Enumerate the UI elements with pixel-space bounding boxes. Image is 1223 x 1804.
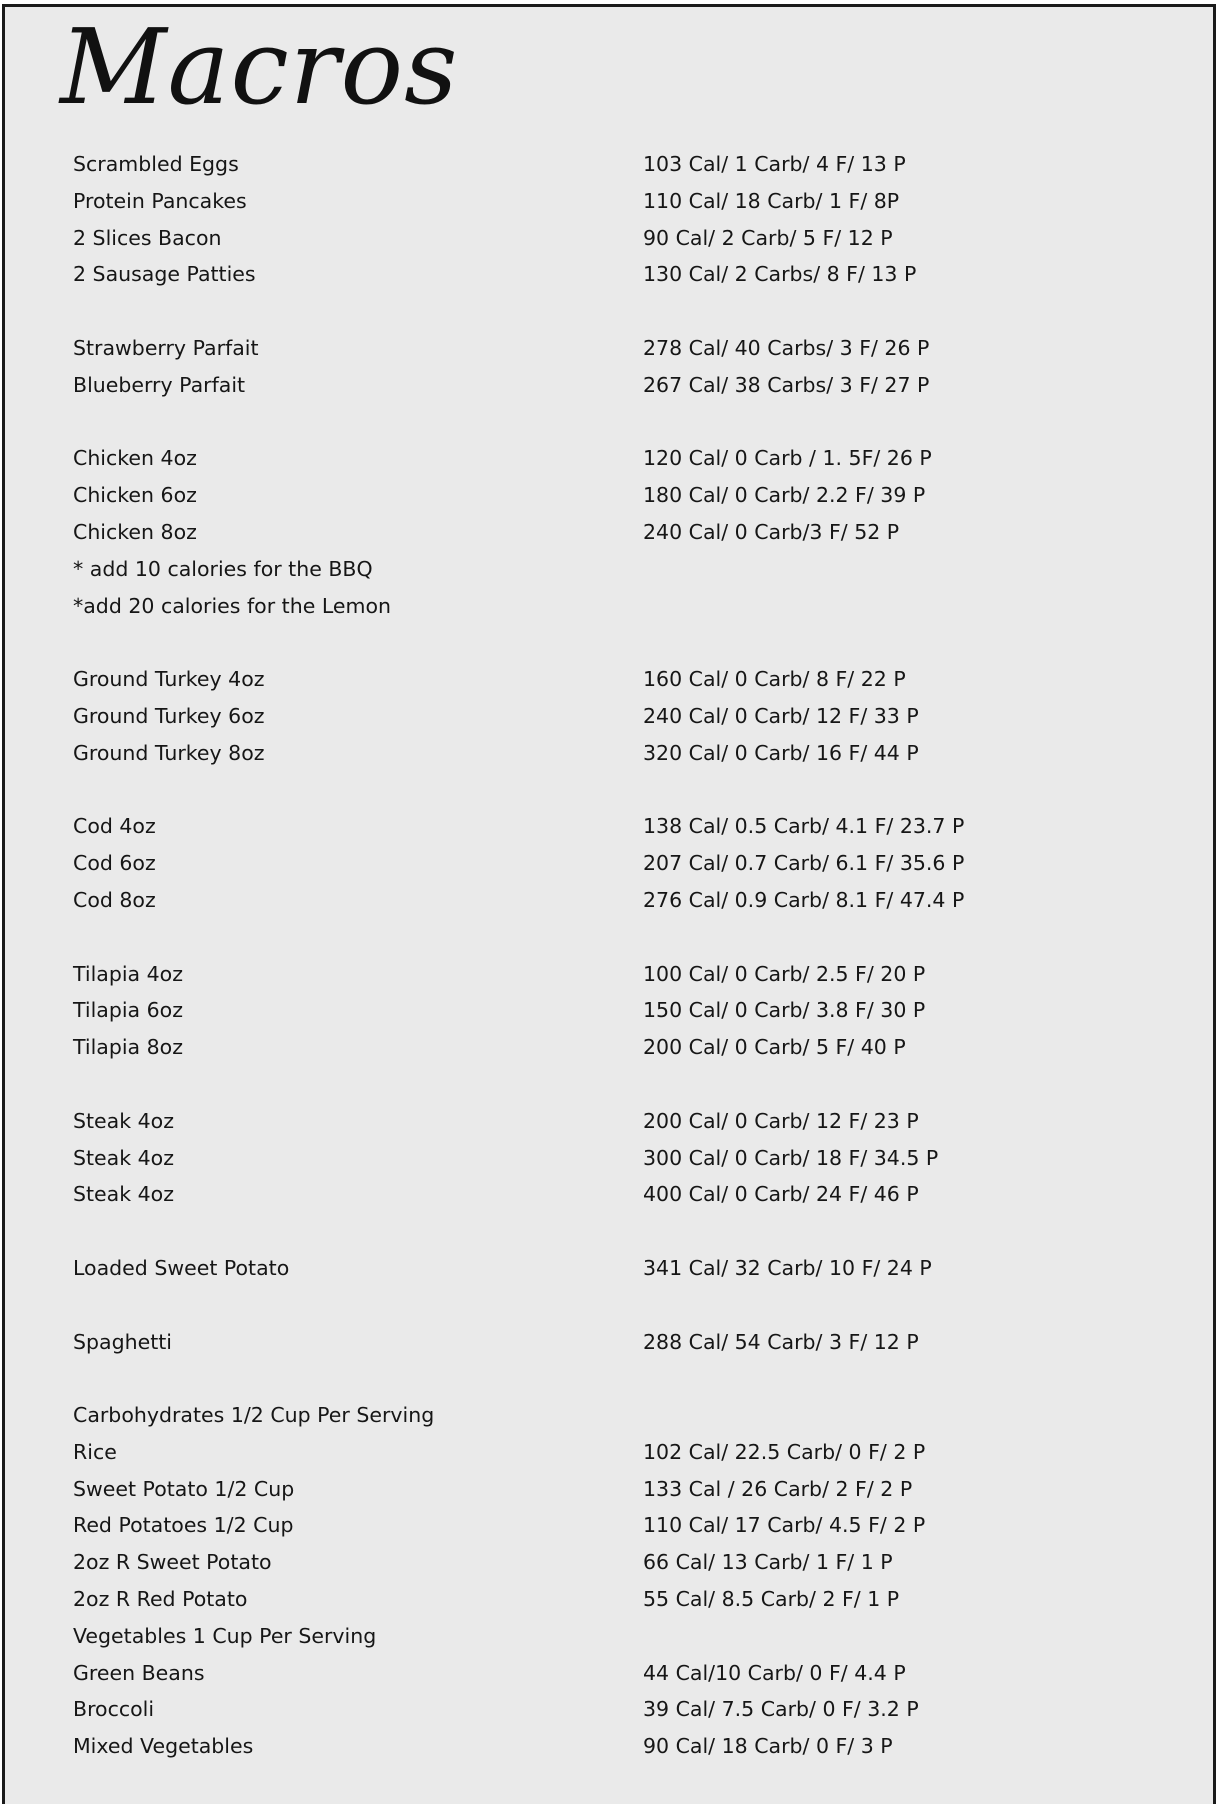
item-macros: 90 Cal/ 2 Carb/ 5 F/ 12 P — [643, 225, 893, 250]
item-macros: 240 Cal/ 0 Carb/ 12 F/ 33 P — [643, 703, 919, 728]
item-name: Sweet Potato 1/2 Cup — [73, 1476, 295, 1501]
item-name: 2oz R Red Potato — [73, 1587, 248, 1612]
list-item — [73, 851, 1173, 888]
list-item — [73, 1182, 1173, 1219]
list-item — [73, 1146, 1173, 1183]
list-item — [73, 1587, 1173, 1624]
list-item — [73, 1256, 1173, 1293]
item-name: Ground Turkey 6oz — [73, 703, 265, 728]
list-item — [73, 1550, 1173, 1587]
item-macros: 44 Cal/10 Carb/ 0 F/ 4.4 P — [643, 1660, 906, 1685]
spacer-row — [73, 630, 1173, 667]
list-item — [73, 1624, 1173, 1661]
item-macros: 207 Cal/ 0.7 Carb/ 6.1 F/ 35.6 P — [643, 851, 965, 876]
list-item — [73, 1661, 1173, 1698]
list-item — [73, 1477, 1173, 1514]
item-macros: 160 Cal/ 0 Carb/ 8 F/ 22 P — [643, 667, 906, 692]
list-item — [73, 1734, 1173, 1771]
item-macros: 39 Cal/ 7.5 Carb/ 0 F/ 3.2 P — [643, 1697, 919, 1722]
item-macros: 278 Cal/ 40 Carbs/ 3 F/ 26 P — [643, 335, 930, 360]
item-name: Cod 8oz — [73, 887, 156, 912]
list-item — [73, 557, 1173, 594]
item-name: Mixed Vegetables — [73, 1734, 254, 1759]
spacer-row — [73, 1293, 1173, 1330]
item-name: Tilapia 6oz — [73, 998, 183, 1023]
macros-list — [73, 152, 1173, 1771]
spacer-row — [73, 778, 1173, 815]
list-item — [73, 1697, 1173, 1734]
item-name: 2oz R Sweet Potato — [73, 1550, 272, 1575]
item-macros: 180 Cal/ 0 Carb/ 2.2 F/ 39 P — [643, 483, 926, 508]
item-name: Spaghetti — [73, 1329, 172, 1354]
item-name: Vegetables 1 Cup Per Serving — [73, 1623, 377, 1648]
item-macros: 55 Cal/ 8.5 Carb/ 2 F/ 1 P — [643, 1587, 900, 1612]
item-macros: 300 Cal/ 0 Carb/ 18 F/ 34.5 P — [643, 1145, 939, 1170]
item-name: Steak 4oz — [73, 1108, 174, 1133]
item-name: Ground Turkey 4oz — [73, 667, 265, 692]
item-name: Protein Pancakes — [73, 188, 247, 213]
menu-page — [2, 4, 1216, 1804]
item-macros: 150 Cal/ 0 Carb/ 3.8 F/ 30 P — [643, 998, 926, 1023]
item-macros: 120 Cal/ 0 Carb / 1. 5F/ 26 P — [643, 446, 932, 471]
item-macros: 66 Cal/ 13 Carb/ 1 F/ 1 P — [643, 1550, 893, 1575]
spacer-row — [73, 299, 1173, 336]
list-item — [73, 704, 1173, 741]
list-item — [73, 1403, 1173, 1440]
item-name: Cod 4oz — [73, 814, 156, 839]
list-item — [73, 1513, 1173, 1550]
list-item — [73, 1440, 1173, 1477]
list-item — [73, 336, 1173, 373]
list-item — [73, 1035, 1173, 1072]
list-item — [73, 888, 1173, 925]
list-item — [73, 1109, 1173, 1146]
item-name: Strawberry Parfait — [73, 335, 259, 360]
list-item — [73, 520, 1173, 557]
spacer-row — [73, 1072, 1173, 1109]
item-name: Rice — [73, 1439, 117, 1464]
item-name: Steak 4oz — [73, 1182, 174, 1207]
item-macros: 288 Cal/ 54 Carb/ 3 F/ 12 P — [643, 1329, 919, 1354]
list-item — [73, 189, 1173, 226]
item-macros: 200 Cal/ 0 Carb/ 12 F/ 23 P — [643, 1108, 919, 1133]
item-name: Tilapia 4oz — [73, 961, 183, 986]
spacer-row — [73, 1219, 1173, 1256]
item-name: Tilapia 8oz — [73, 1035, 183, 1060]
item-macros: 341 Cal/ 32 Carb/ 10 F/ 24 P — [643, 1255, 932, 1280]
item-name: Carbohydrates 1/2 Cup Per Serving — [73, 1403, 435, 1428]
item-macros: 102 Cal/ 22.5 Carb/ 0 F/ 2 P — [643, 1439, 926, 1464]
list-item — [73, 226, 1173, 263]
item-macros: 100 Cal/ 0 Carb/ 2.5 F/ 20 P — [643, 961, 926, 986]
item-name: Chicken 8oz — [73, 519, 197, 544]
item-macros: 240 Cal/ 0 Carb/3 F/ 52 P — [643, 519, 900, 544]
list-item — [73, 962, 1173, 999]
item-name: Broccoli — [73, 1697, 155, 1722]
item-macros: 110 Cal/ 17 Carb/ 4.5 F/ 2 P — [643, 1513, 926, 1538]
item-macros: 138 Cal/ 0.5 Carb/ 4.1 F/ 23.7 P — [643, 814, 965, 839]
item-name: Ground Turkey 8oz — [73, 740, 265, 765]
item-macros: 200 Cal/ 0 Carb/ 5 F/ 40 P — [643, 1035, 906, 1060]
item-macros: 90 Cal/ 18 Carb/ 0 F/ 3 P — [643, 1734, 893, 1759]
item-name: Cod 6oz — [73, 851, 156, 876]
spacer-row — [73, 1366, 1173, 1403]
item-name: 2 Sausage Patties — [73, 262, 256, 287]
item-name: 2 Slices Bacon — [73, 225, 222, 250]
list-item — [73, 741, 1173, 778]
item-name: Steak 4oz — [73, 1145, 174, 1170]
list-item — [73, 262, 1173, 299]
item-name: Chicken 6oz — [73, 483, 197, 508]
list-item — [73, 1330, 1173, 1367]
list-item — [73, 373, 1173, 410]
item-macros: 276 Cal/ 0.9 Carb/ 8.1 F/ 47.4 P — [643, 887, 965, 912]
page-title: Macros — [60, 6, 459, 128]
item-macros: 130 Cal/ 2 Carbs/ 8 F/ 13 P — [643, 262, 917, 287]
list-item — [73, 152, 1173, 189]
item-macros: 133 Cal / 26 Carb/ 2 F/ 2 P — [643, 1476, 913, 1501]
item-macros: 400 Cal/ 0 Carb/ 24 F/ 46 P — [643, 1182, 919, 1207]
list-item — [73, 998, 1173, 1035]
item-name: Blueberry Parfait — [73, 372, 246, 397]
list-item — [73, 667, 1173, 704]
item-name: * add 10 calories for the BBQ — [73, 556, 373, 581]
item-name: Chicken 4oz — [73, 446, 197, 471]
item-macros: 320 Cal/ 0 Carb/ 16 F/ 44 P — [643, 740, 919, 765]
list-item — [73, 446, 1173, 483]
item-macros: 110 Cal/ 18 Carb/ 1 F/ 8P — [643, 188, 900, 213]
item-macros: 103 Cal/ 1 Carb/ 4 F/ 13 P — [643, 152, 906, 176]
item-name: Loaded Sweet Potato — [73, 1255, 290, 1280]
list-item — [73, 814, 1173, 851]
item-name: *add 20 calories for the Lemon — [73, 593, 392, 618]
list-item — [73, 483, 1173, 520]
item-name: Scrambled Eggs — [73, 152, 239, 176]
item-name: Green Beans — [73, 1660, 205, 1685]
spacer-row — [73, 410, 1173, 447]
item-name: Red Potatoes 1/2 Cup — [73, 1513, 294, 1538]
item-macros: 267 Cal/ 38 Carbs/ 3 F/ 27 P — [643, 372, 930, 397]
spacer-row — [73, 925, 1173, 962]
list-item — [73, 594, 1173, 631]
